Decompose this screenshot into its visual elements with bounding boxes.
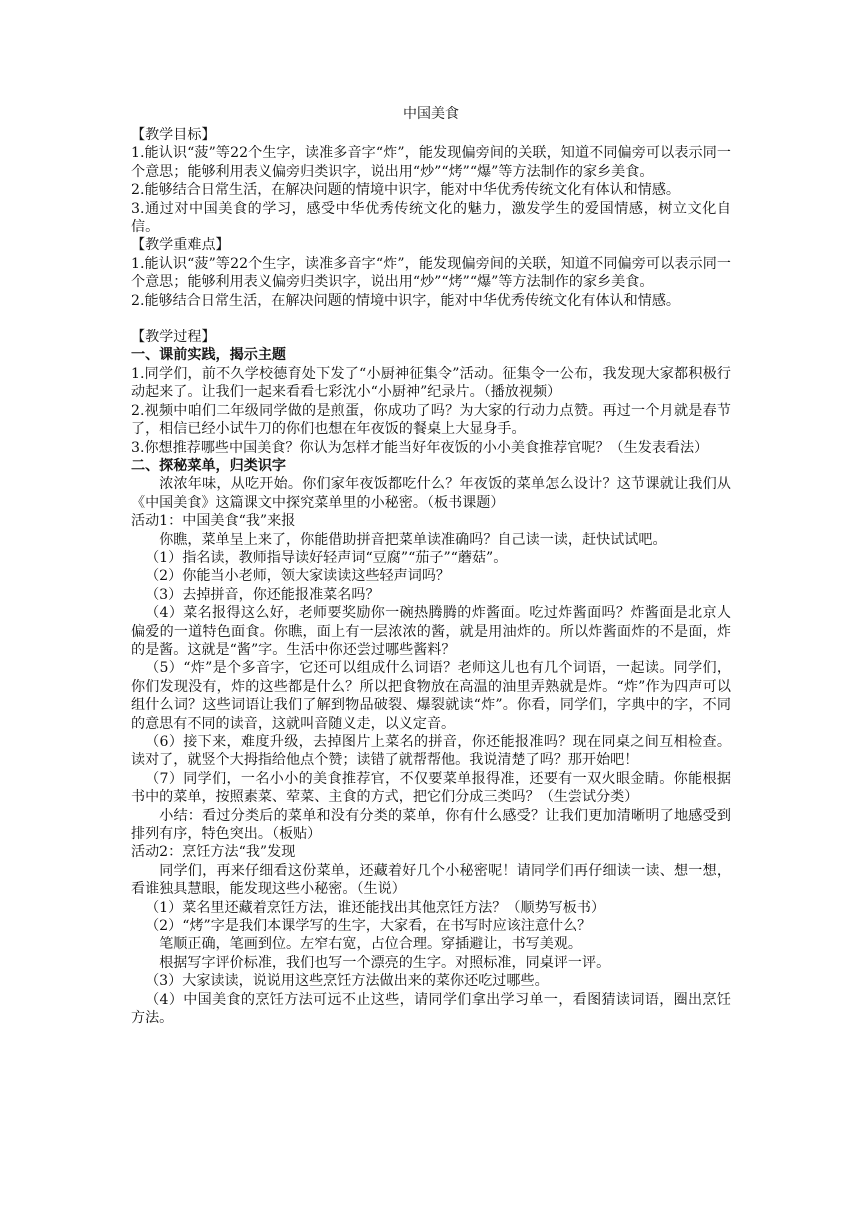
activity2-heading: 活动2：烹饪方法“我”发现 xyxy=(131,844,296,861)
section1-item: 1.同学们，前不久学校德育处下发了“小厨神征集令”活动。征集令一公布，我发现大家都积极行动起来了。让我们一起来看看七彩沈小“小厨神”纪录片。（播放视频） xyxy=(131,365,731,401)
goal-item: 1.能认识“菠”等22个生字，读准多音字“炸”，能发现偏旁间的关联，知道不同偏旁可以表示同一个意思；能够利用表义偏旁归类识字，说出用“炒”“烤”“爆”等方法制作的家乡美食。 xyxy=(131,145,731,180)
activity1-item: （6）接下来，难度升级，去掉图片上菜名的拼音，你还能报准吗？现在同桌之间互相检查。读对了，就竖个大拇指给他点个赞；读错了就帮帮他。我说清楚了吗？那开始吧！ xyxy=(131,734,731,769)
section2-heading: 二、探秘菜单，归类识字 xyxy=(131,457,287,474)
activity2-note: 笔顺正确，笔画到位。左窄右宽，占位合理。穿插避让，书写美观。 xyxy=(159,936,582,953)
activity2-intro: 同学们，再来仔细看这份菜单，还藏着好几个小秘密呢！请同学们再仔细读一读、想一想，看谁独具慧眼，能发现这些小秘密。（生说） xyxy=(131,862,731,898)
activity1-item: （1）指名读，教师指导读好轻声词“豆腐”“茄子”“蘑菇”。 xyxy=(145,549,508,566)
activity2-item: （3）大家读读，说说用这些烹饪方法做出来的菜你还吃过哪些。 xyxy=(145,973,549,990)
key-points-heading: 【教学重难点】 xyxy=(131,237,230,254)
activity1-heading: 活动1：中国美食“我”来报 xyxy=(131,513,296,530)
section1-item: 2.视频中咱们二年级同学做的是煎蛋，你成功了吗？为大家的行动力点赞。再过一个月就是春节了，相信已经小试牛刀的你们也想在年夜饭的餐桌上大显身手。 xyxy=(131,402,731,438)
section1-item: 3.你想推荐哪些中国美食？你认为怎样才能当好年夜饭的小小美食推荐官呢？（生发表看法） xyxy=(131,439,709,456)
activity1-item: （3）去掉拼音，你还能报准菜名吗？ xyxy=(145,586,380,603)
activity1-item: （5）“炸”是个多音字，它还可以组成什么词语？老师这儿也有几个词语，一起读。同学们，你们发现没有，炸的这些都是什么？所以把食物放在高温的油里弄熟就是炸。“炸”作为四声可以组什么词？这些词语让我们了解到物品破裂、爆裂就读“炸”。你看，同学们，字典中的字，不同的意思有不同的读音，这就叫音随义走，以义定音。 xyxy=(131,660,731,732)
key-point-item: 1.能认识“菠”等22个生字，读准多音字“炸”，能发现偏旁间的关联，知道不同偏旁可以表示同一个意思；能够利用表义偏旁归类识字，说出用“炒”“烤”“爆”等方法制作的家乡美食。 xyxy=(131,255,731,291)
activity2-note: 根据写字评价标准，我们也写一个漂亮的生字。对照标准，同桌评一评。 xyxy=(159,954,611,971)
activity1-intro: 你瞧，菜单呈上来了，你能借助拼音把菜单读准确吗？自己读一读，赶快试试吧。 xyxy=(159,531,667,548)
goal-item: 3.通过对中国美食的学习，感受中华优秀传统文化的魅力，激发学生的爱国情感，树立文化自信。 xyxy=(131,200,731,236)
goals-heading: 【教学目标】 xyxy=(131,127,216,143)
activity2-item: （2）“烤”字是我们本课学写的生字，大家看，在书写时应该注意什么？ xyxy=(145,918,592,935)
key-point-item: 2.能够结合日常生活，在解决问题的情境中识字，能对中华优秀传统文化有体认和情感。 xyxy=(131,292,681,309)
activity2-item: （4）中国美食的烹饪方法可远不止这些，请同学们拿出学习单一，看图猜读词语，圈出烹饪方法。 xyxy=(131,991,731,1027)
activity2-item: （1）菜名里还藏着烹饪方法，谁还能找出其他烹饪方法？（顺势写板书） xyxy=(145,899,606,916)
section1-heading: 一、课前实践，揭示主题 xyxy=(131,347,287,364)
activity1-item: （2）你能当小老师，领大家读读这些轻声词吗？ xyxy=(145,568,451,585)
section2-intro: 浓浓年味，从吃开始。你们家年夜饭都吃什么？年夜饭的菜单怎么设计？这节课就让我们从《中国美食》这篇课文中探究菜单里的小秘密。（板书课题） xyxy=(131,476,731,511)
page-title: 中国美食 xyxy=(403,106,459,122)
activity1-item: （4）菜名报得这么好，老师要奖励你一碗热腾腾的炸酱面。吃过炸酱面吗？炸酱面是北京人偏爱的一道特色面食。你瞧，面上有一层浓浓的酱，就是用油炸的。所以炸酱面炸的不是面，炸的是酱。这就是“酱”字。生活中你还尝过哪些酱料？ xyxy=(131,605,731,658)
spacer xyxy=(131,310,731,328)
activity1-item: （7）同学们，一名小小的美食推荐官，不仅要菜单报得准，还要有一双火眼金睛。你能根据书中的菜单，按照素菜、荤菜、主食的方式，把它们分成三类吗？（生尝试分类） xyxy=(131,770,731,806)
activity1-summary: 小结：看过分类后的菜单和没有分类的菜单，你有什么感受？让我们更加清晰明了地感受到排列有序，特色突出。（板贴） xyxy=(131,807,731,843)
goal-item: 2.能够结合日常生活，在解决问题的情境中识字，能对中华优秀传统文化有体认和情感。 xyxy=(131,182,681,199)
process-heading: 【教学过程】 xyxy=(131,329,216,346)
document-page xyxy=(131,104,731,1028)
